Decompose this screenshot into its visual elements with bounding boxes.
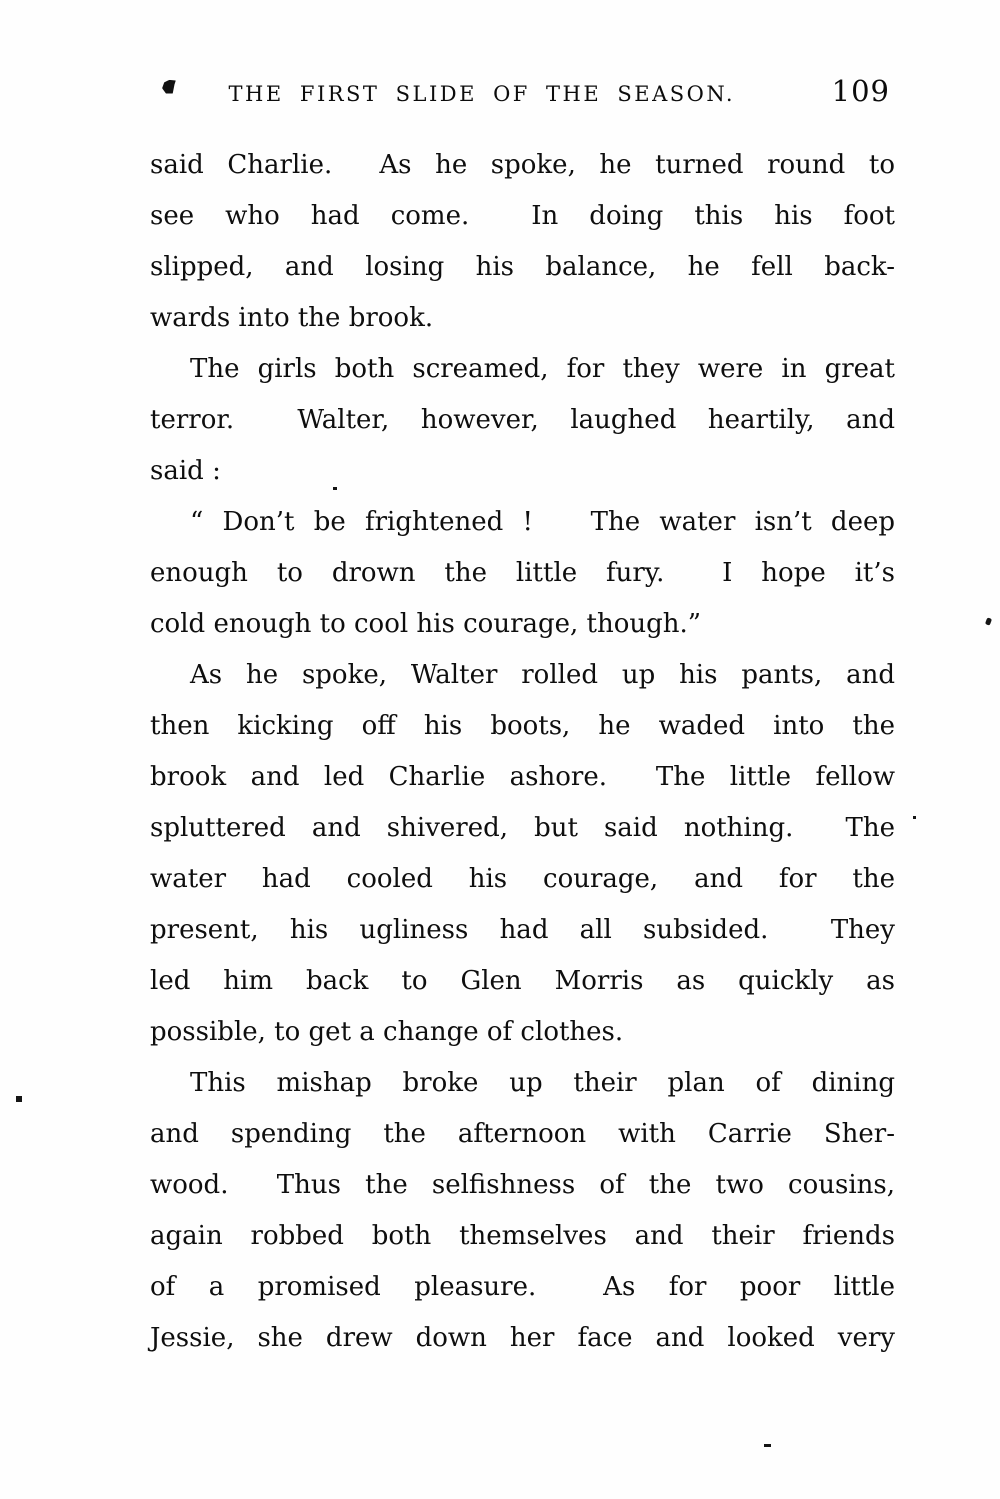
text-line: possible, to get a change of clothes. [150, 1017, 624, 1047]
text-line: wood. Thus the selfishness of the two cousins, [150, 1170, 895, 1200]
text-line: slipped, and losing his balance, he fell back- [150, 252, 895, 282]
scan-speck [333, 487, 337, 490]
scan-speck [985, 617, 992, 625]
page-number: 109 [831, 74, 890, 108]
text-line: said : [150, 456, 221, 486]
text-line: of a promised pleasure. As for poor little [150, 1272, 895, 1302]
text-line: enough to drown the little fury. I hope it’s [150, 558, 895, 588]
text-line: “ Don’t be frightened ! The water isn’t deep [190, 507, 895, 537]
text-line: see who had come. In doing this his foot [150, 201, 895, 231]
text-line: again robbed both themselves and their friends [150, 1221, 895, 1251]
text-line: The girls both screamed, for they were in great [190, 354, 895, 384]
text-line: brook and led Charlie ashore. The little fellow [150, 762, 895, 792]
text-line: water had cooled his courage, and for the [150, 864, 895, 894]
page-header-title: THE FIRST SLIDE OF THE SEASON. [228, 82, 736, 106]
scan-speck [16, 1096, 22, 1102]
text-line: then kicking off his boots, he waded into the [150, 711, 895, 741]
text-line: Jessie, she drew down her face and looked very [150, 1323, 895, 1353]
scan-speck [913, 816, 916, 819]
text-line: cold enough to cool his courage, though.” [150, 609, 702, 639]
text-line: As he spoke, Walter rolled up his pants, and [190, 660, 895, 690]
body-text-block [150, 140, 895, 1364]
text-line: spluttered and shivered, but said nothing. The [150, 813, 895, 843]
scan-speck [764, 1444, 771, 1447]
text-line: and spending the afternoon with Carrie Sher- [150, 1119, 895, 1149]
text-line: led him back to Glen Morris as quickly as [150, 966, 895, 996]
running-head [150, 74, 898, 108]
text-line: present, his ugliness had all subsided. They [150, 915, 895, 945]
text-line: This mishap broke up their plan of dining [190, 1068, 895, 1098]
text-line: said Charlie. As he spoke, he turned round to [150, 150, 895, 180]
text-line: wards into the brook. [150, 303, 434, 333]
text-line: terror. Walter, however, laughed heartily, and [150, 405, 895, 435]
